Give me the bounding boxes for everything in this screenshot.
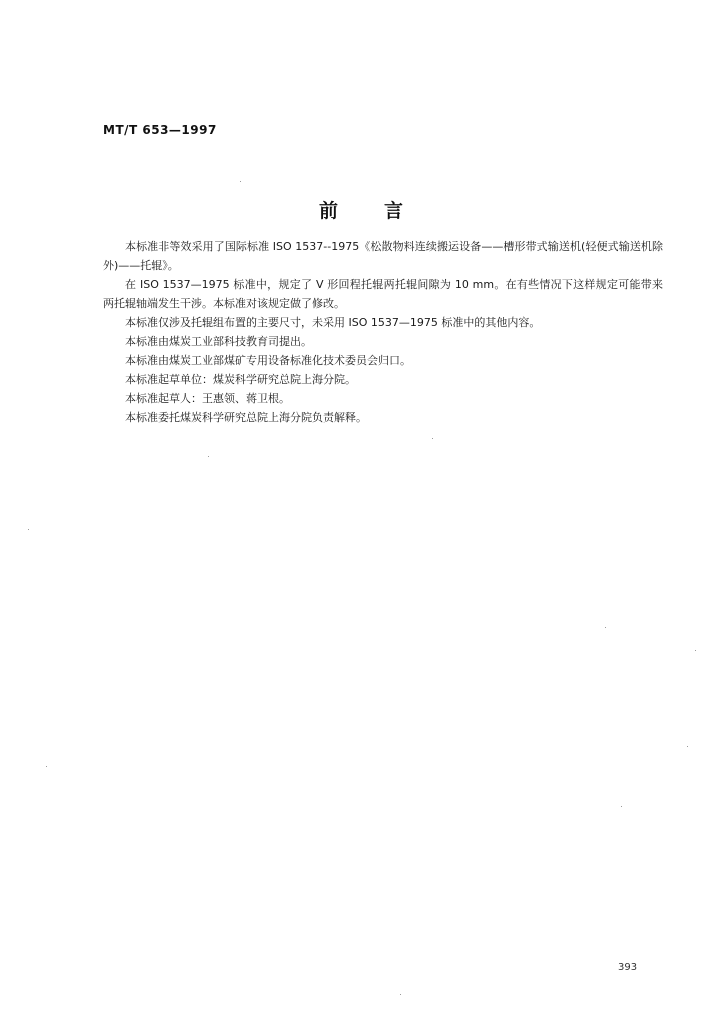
scan-speck [28, 529, 29, 530]
paragraph-drafting-unit: 本标准起草单位：煤炭科学研究总院上海分院。 [125, 373, 356, 386]
paragraph-modification: 在 ISO 1537—1975 标准中，规定了 V 形回程托辊两托辊间隙为 10 mm。在有些情况下这样规定可能带来两托辊轴端发生干涉。本标准对该规定做了修改。 [103, 278, 663, 310]
scan-speck [432, 438, 433, 439]
page-number: 393 [618, 962, 638, 973]
paragraph-adoption: 本标准非等效采用了国际标准 ISO 1537--1975《松散物料连续搬运设备——槽形带式输送机(轻便式输送机除外)——托辊》。 [103, 240, 663, 272]
scan-speck [621, 806, 622, 807]
scan-speck [240, 181, 241, 182]
paragraph-drafters: 本标准起草人：王惠领、蒋卫根。 [125, 392, 290, 405]
paragraph-committee: 本标准由煤炭工业部煤矿专用设备标准化技术委员会归口。 [125, 354, 411, 367]
scan-speck [208, 456, 209, 457]
scan-speck [400, 994, 401, 995]
scan-speck [605, 627, 606, 628]
scan-speck [46, 766, 47, 767]
paragraph-proposer: 本标准由煤炭工业部科技教育司提出。 [125, 335, 312, 348]
scan-speck [687, 746, 688, 747]
scan-speck [695, 650, 696, 651]
page-title: 前言 [318, 200, 449, 222]
standard-code: MT/T 653—1997 [103, 123, 217, 137]
paragraph-scope: 本标准仅涉及托辊组布置的主要尺寸，未采用 ISO 1537—1975 标准中的其他内容。 [125, 316, 541, 329]
foreword-body [103, 237, 663, 427]
paragraph-interpretation: 本标准委托煤炭科学研究总院上海分院负责解释。 [125, 411, 367, 424]
